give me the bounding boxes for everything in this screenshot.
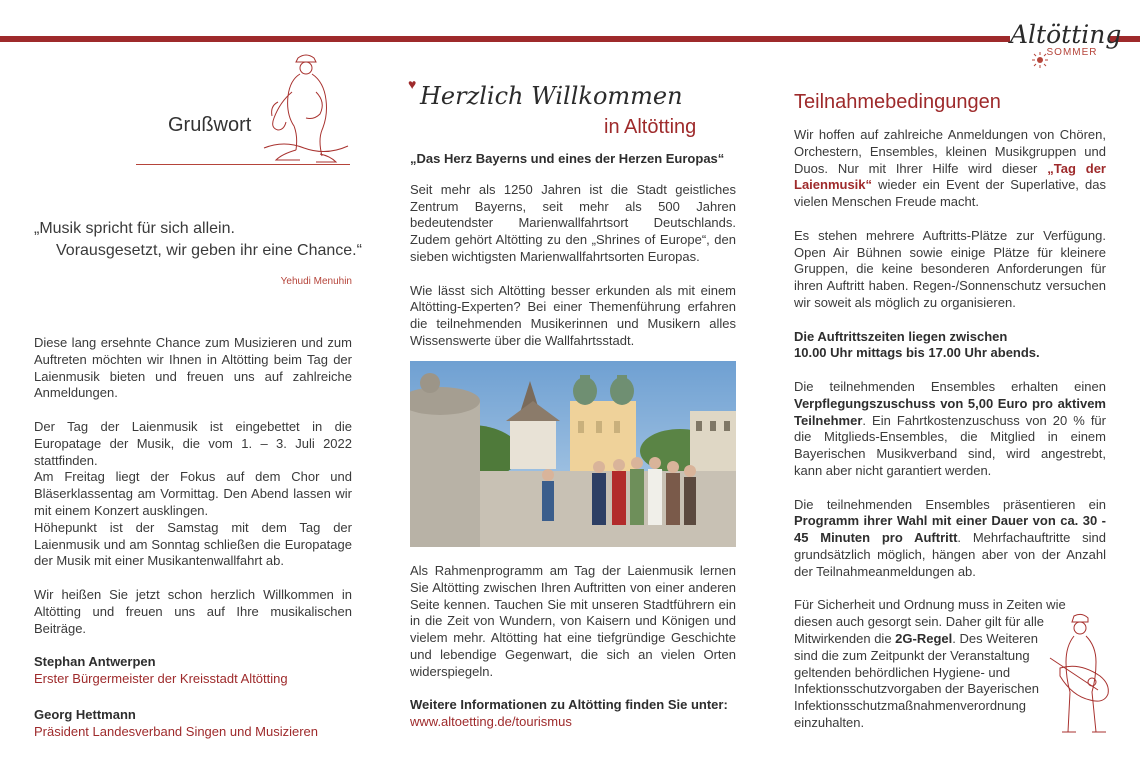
- welcome-body: [410, 151, 736, 367]
- paragraph-line: geltenden behördlichen Hygiene- und: [794, 664, 1011, 680]
- altoetting-logo: [1010, 18, 1122, 80]
- top-accent-bar: [0, 36, 1140, 42]
- welcome-paragraph: Seit mehr als 1250 Jahren ist die Stadt geistliches Zentrum Bayerns, seit mehr als 500 Jahren bedeutendster Marienwallfahrtsort Deutschlands. Zudem gehört Altötting zu den „Shrines of Europe“, den sieben wichtigsten Marienwallfahrtsorten Europas.: [410, 181, 736, 264]
- grusswort-paragraph: Diese lang ersehnte Chance zum Musizieren und zum Auftreten möchten wir Ihnen in Altötting beim Tag der Laienmusik bieten und freuen uns auf zahlreiche Anmeldungen.: [34, 335, 352, 401]
- logo-season: SOMMER: [1046, 47, 1098, 58]
- signatory-title-2: Präsident Landesverband Singen und Musizieren: [34, 723, 319, 739]
- welcome-subtitle: „Das Herz Bayerns und eines der Herzen Europas“: [410, 151, 725, 166]
- welcome-paragraph: Wie lässt sich Altötting besser erkunden als mit einem Altötting-Experten? Bei einer Themenführung erfahren die teilnehmenden Musikerinnen und Musikern alles Wissenswerte über die Wallfahrtsstadt.: [410, 282, 736, 348]
- paragraph-line: Für Sicherheit und Ordnung muss in Zeiten wie: [794, 597, 1066, 613]
- grusswort-paragraph: [34, 469, 352, 519]
- text-span: Mitwirkenden die: [794, 630, 896, 646]
- bold-span: Programm ihrer Wahl mit einer Dauer von ca. 30 - 45 Minuten pro Auftritt: [794, 513, 1106, 546]
- heart-icon: ♥: [408, 76, 417, 92]
- event-name: „Tag der Laienmusik“: [794, 160, 1106, 193]
- text-span: . Mehrfachauftritte sind grundsätzlich möglich, hängen aber von der Anzahl der Teilnahmeanmeldungen ab.: [794, 530, 1106, 579]
- quote-line-2: Vorausgesetzt, wir geben ihr eine Chance.“: [56, 242, 362, 259]
- paragraph-line: Der Tag der Laienmusik ist eingebettet in die Europatage der Musik, die vom 1. – 3. Juli 2022 stattfinden.: [34, 418, 352, 468]
- teilnahme-paragraph: [794, 127, 1106, 211]
- guitarist-illustration-icon: [1040, 612, 1120, 740]
- bold-span: 2G-Regel: [895, 630, 953, 646]
- text-span: Die teilnehmenden Ensembles präsentieren ein: [794, 496, 1106, 512]
- paragraph-line: Am Freitag liegt der Fokus auf dem Chor und Bläserklassentag am Vormittag. Den Abend lassen wir mit einem Konzert ausklingen.: [34, 469, 352, 518]
- grusswort-body: [34, 335, 352, 740]
- welcome-paragraph: Als Rahmenprogramm am Tag der Laienmusik lernen Sie Altötting zwischen Ihren Auftritten von einer anderen Seite kennen. Tauchen Sie mit unseren Stadtführern ein in die Zeit von Wundern, von Kaisern und Königen und vielem mehr. Altötting hat eine tiefgründige Geschichte und lebendige Gegenwart, die sich an vielen Orten widerspiegeln.: [410, 563, 736, 679]
- grusswort-paragraph: [34, 520, 352, 570]
- teilnahme-heading: Teilnahmebedingungen: [794, 91, 1001, 113]
- text-span: Wir hoffen auf zahlreiche Anmeldungen von Chören, Orchestern, Ensembles, kleinen Musikgruppen und Duos. Nur mit Ihrer Hilfe wird dieser: [794, 127, 1106, 176]
- welcome-script-title: Herzlich Willkommen: [420, 82, 683, 110]
- logo-script: Altötting: [1010, 20, 1122, 49]
- signatory-title-1: Erster Bürgermeister der Kreisstadt Altötting: [34, 670, 288, 686]
- text-span: wieder ein Event der Superlative, das vielen Menschen Freude macht.: [794, 177, 1106, 210]
- teilnahme-paragraph: [794, 497, 1106, 581]
- grusswort-paragraph: Wir heißen Sie jetzt schon herzlich Willkommen in Altötting und freuen uns auf Ihre musikalischen Beiträge.: [34, 586, 352, 636]
- info-link[interactable]: www.altoetting.de/tourismus: [410, 714, 572, 730]
- sun-icon: [1032, 52, 1048, 68]
- welcome-city: in Altötting: [604, 116, 697, 138]
- teilnahme-paragraph: Es stehen mehrere Auftritts-Plätze zur Verfügung. Open Air Bühnen sowie einige Plätze für kleinere Gruppen, die keine besonderen Anforderungen für ihren Auftritt haben. Regen-/Sonnenschutz versuchen wir soweit als möglich zu organisieren.: [794, 227, 1106, 310]
- quote-author: Yehudi Menuhin: [280, 276, 352, 287]
- signatory-name-2: Georg Hettmann: [34, 706, 136, 722]
- paragraph-line: sind die zum Zeitpunkt der Veranstaltung: [794, 647, 1030, 663]
- quote-line-1: „Musik spricht für sich allein.: [34, 220, 235, 237]
- heading-divider: [136, 164, 350, 165]
- grusswort-heading: Grußwort: [168, 114, 252, 136]
- welcome-body-2: [410, 563, 736, 731]
- paragraph-line: Infektionsschutzvorgaben der Bayerischen: [794, 681, 1039, 697]
- text-span: . Ein Fahrtkostenzuschuss von 20 % für die Mitglieds-Ensembles, die Mitglied in einem Bayerischen Musikverband sind, wird angestrebt, kann aber nicht garantiert werden.: [794, 412, 1106, 478]
- text-span: . Des Weiteren: [952, 630, 1038, 646]
- times-line-1: Die Auftrittszeiten liegen zwischen: [794, 328, 1008, 344]
- times-line-2: 10.00 Uhr mittags bis 17.00 Uhr abends.: [794, 345, 1040, 361]
- grusswort-paragraph: [34, 419, 352, 469]
- info-label: Weitere Informationen zu Altötting finden Sie unter:: [410, 697, 728, 713]
- paragraph-line: diesen auch gesorgt sein. Daher gilt für alle: [794, 614, 1045, 630]
- altoetting-square-photo: [410, 361, 736, 547]
- text-span: Die teilnehmenden Ensembles erhalten einen: [794, 378, 1106, 394]
- bold-span: Verpflegungszuschuss von 5,00 Euro pro aktivem Teilnehmer: [794, 395, 1106, 428]
- signatory-name-1: Stephan Antwerpen: [34, 654, 156, 670]
- teilnahme-paragraph: [794, 379, 1106, 480]
- paragraph-line: Infektionsschutzmaßnahmenverordnung: [794, 698, 1026, 714]
- paragraph-line: einzuhalten.: [794, 714, 865, 730]
- paragraph-line: Höhepunkt ist der Samstag mit dem Tag der Laienmusik und am Sonntag schließen die Europatage der Musik mit einer Musikantenwallfahrt ab.: [34, 519, 352, 569]
- saxophonist-illustration-icon: [256, 52, 352, 164]
- teilnahme-times: [794, 329, 1106, 363]
